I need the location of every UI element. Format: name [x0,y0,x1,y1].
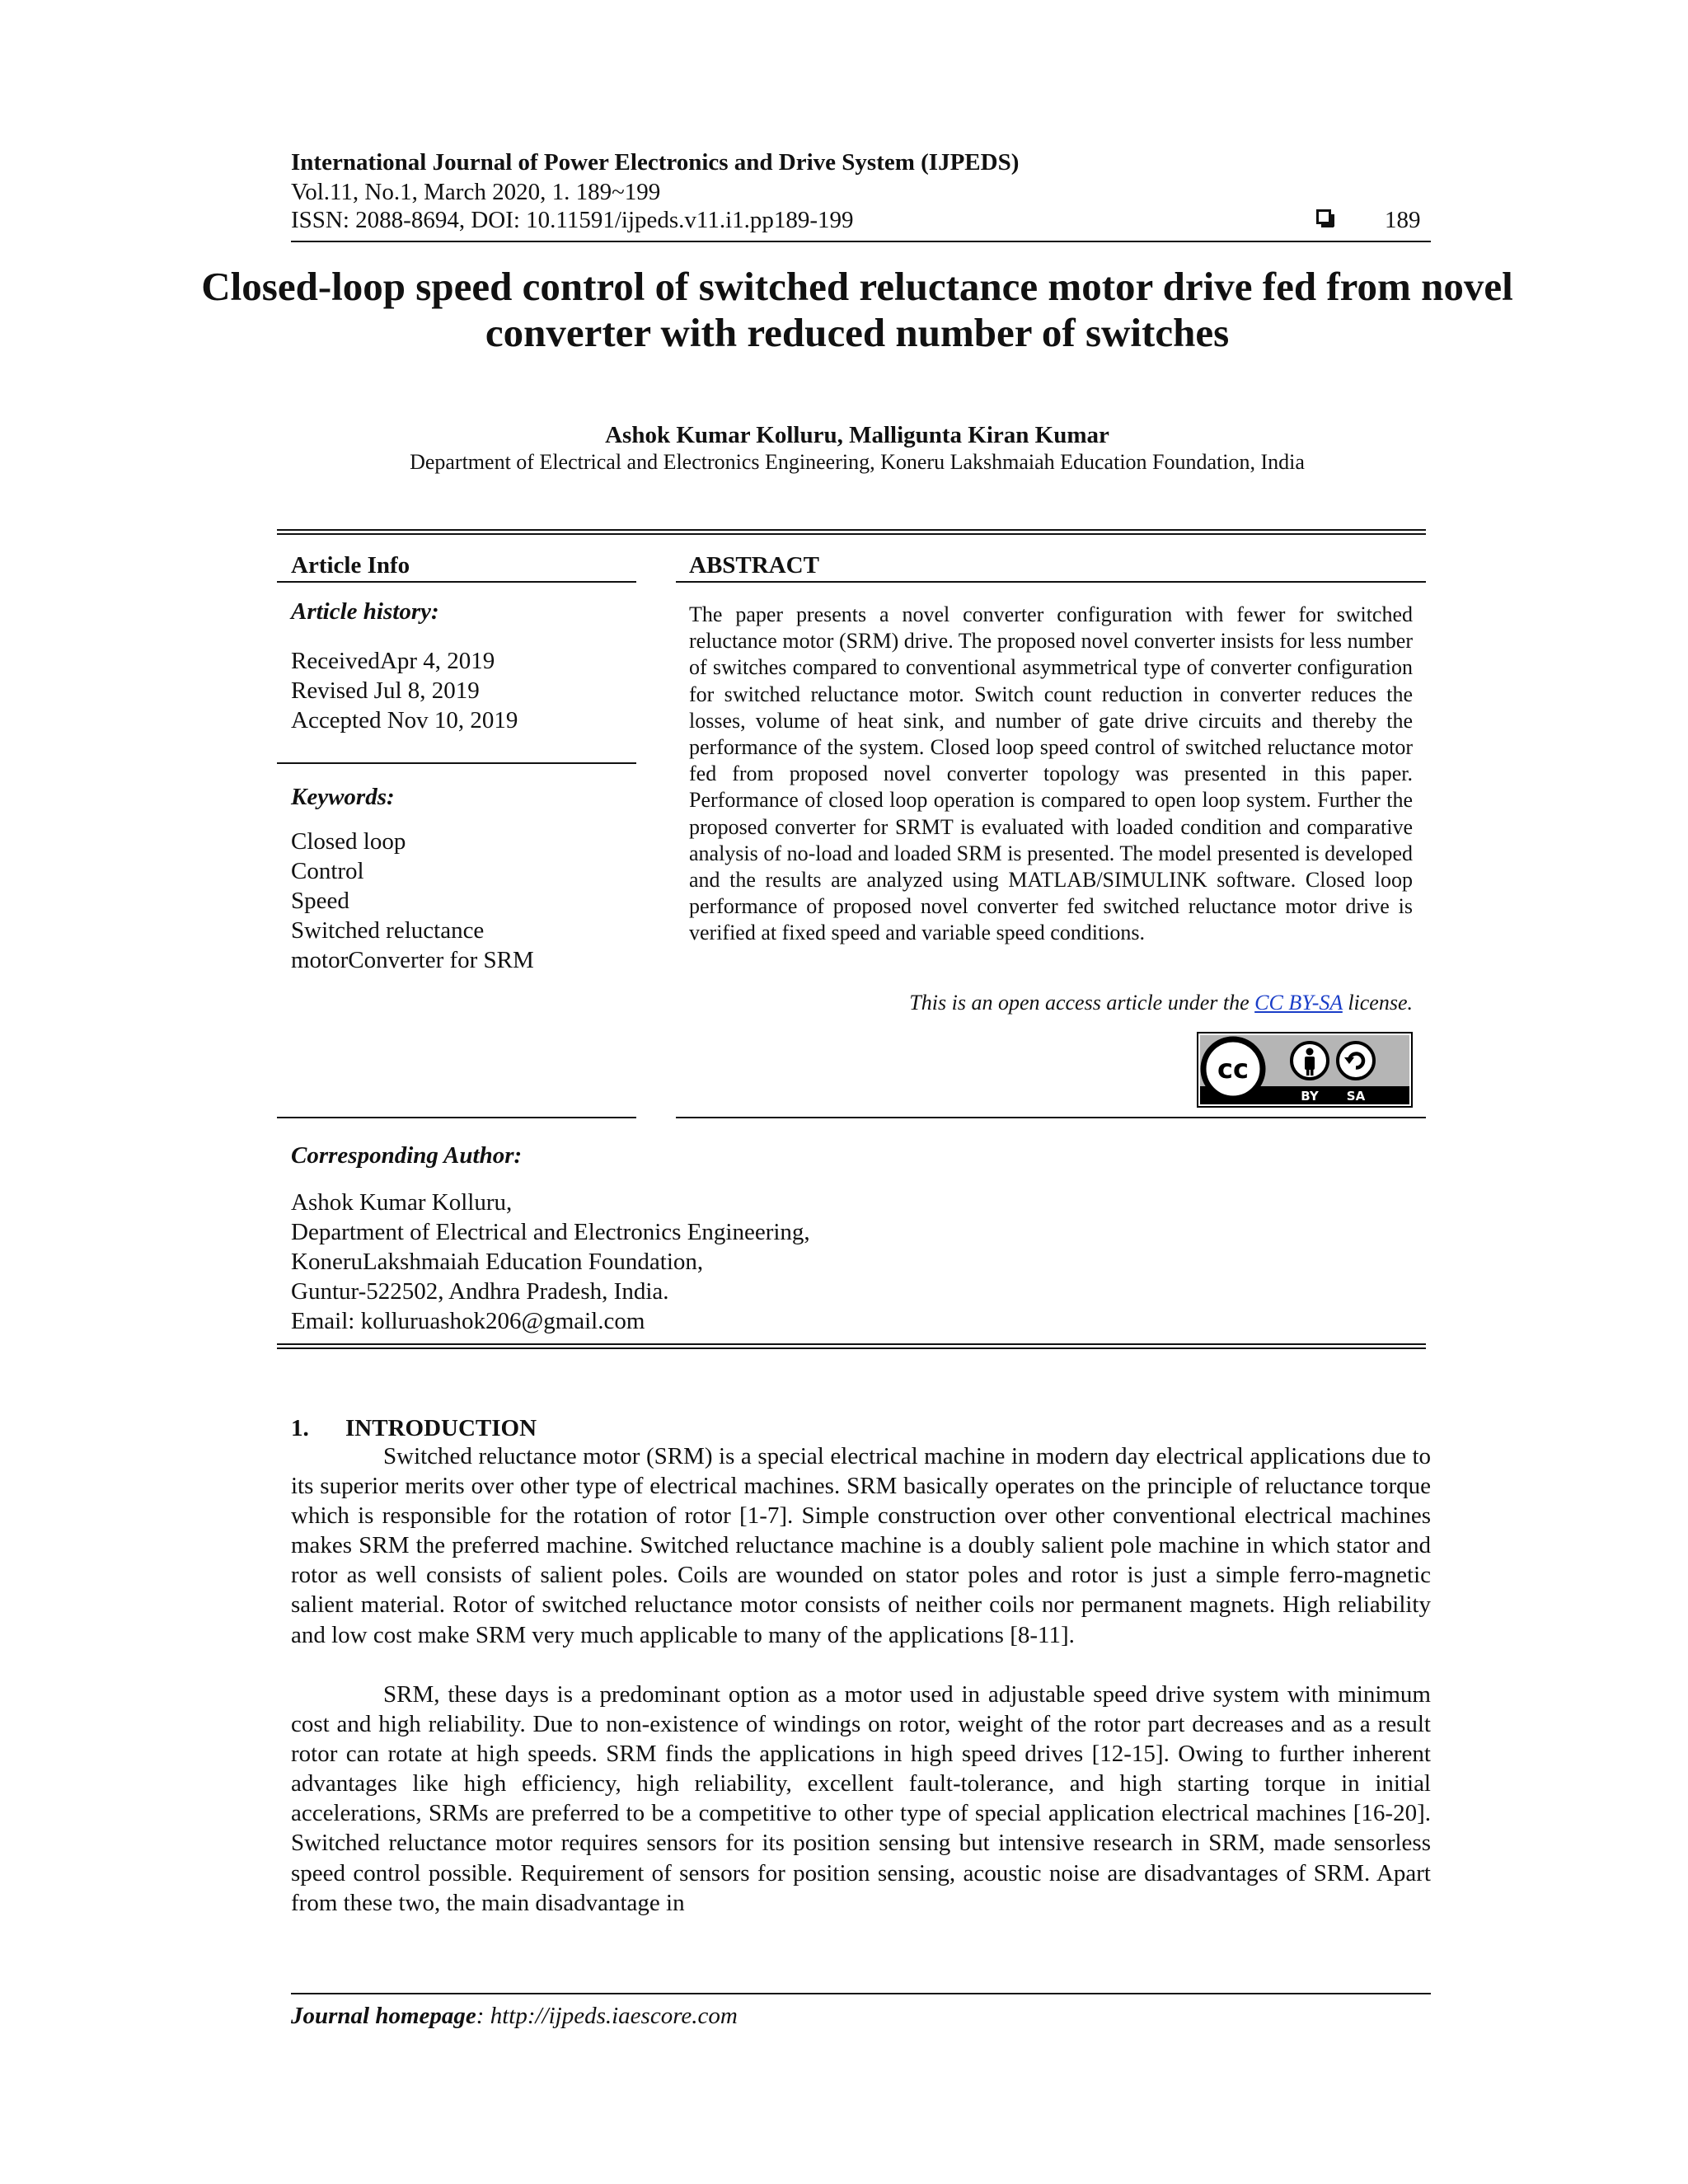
corresponding-author-line: Department of Electrical and Electronics Engineering, [291,1219,810,1245]
info-top-rule [277,529,1426,535]
article-history-label: Article history: [291,598,439,625]
history-rule [277,762,636,764]
keyword-item: Speed [291,888,349,914]
abstract-text: The paper presents a novel converter configuration with fewer for switched reluctance motor (SRM) drive. The proposed novel converter insists for less number of switches compared to conventional asymmetrical type of converter configuration for switched reluctance motor. Switch count reduction in converter reduces the losses, volume of heat sink, and number of gate drive circuits and thereby the performance of the system. Closed loop speed control of switched reluctance motor fed from proposed novel converter topology was presented in this paper. Performance of closed loop operation is compared to open loop system. Further the proposed converter for SRMT is evaluated with loaded condition and comparative analysis of no-load and loaded SRM is presented. The model presented is developed and the results are analyzed using MATLAB/SIMULINK software. Closed loop performance of proposed novel converter fed switched reluctance motor drive is verified at fixed speed and variable speed conditions. [689,602,1413,945]
article-info-heading: Article Info [291,552,410,579]
corresponding-author-label: Corresponding Author: [291,1142,523,1169]
journal-issn-line: ISSN: 2088-8694, DOI: 10.11591/ijpeds.v11.i1.pp189-199 [291,207,854,233]
journal-volume-line: Vol.11, No.1, March 2020, 1. 189~199 [291,179,661,205]
info-bottom-rule [277,1343,1426,1349]
article-info-rule [277,581,636,583]
section-number: 1. [291,1415,309,1441]
footer-rule [291,1993,1431,1994]
license-prefix: This is an open access article under the [909,991,1255,1015]
journal-homepage-url[interactable]: http://ijpeds.iaescore.com [490,2003,738,2029]
abstract-rule [676,581,1426,583]
paper-affiliation: Department of Electrical and Electronics Engineering, Koneru Lakshmaiah Education Foundation, India [410,450,1305,474]
journal-name: International Journal of Power Electronics and Drive System (IJPEDS) [291,149,1020,176]
page-number: 189 [1385,207,1421,233]
header-rule [291,241,1431,242]
journal-homepage: Journal homepage: http://ijpeds.iaescore.com [291,2003,738,2029]
section-title: INTRODUCTION [345,1415,537,1441]
history-received: ReceivedApr 4, 2019 [291,648,495,674]
by-person-icon [1292,1043,1328,1079]
keyword-item: motorConverter for SRM [291,947,534,973]
page-box-icon [1316,209,1331,224]
abstract-heading: ABSTRACT [689,552,819,579]
paper-authors: Ashok Kumar Kolluru, Malligunta Kiran Kumar [605,422,1109,448]
keyword-item: Control [291,858,364,884]
abstract-bottom-rule [676,1117,1426,1118]
paper-title: Closed-loop speed control of switched reluctance motor drive fed from novel converter with reduced number of switches [201,264,1513,355]
corresponding-author-email: Email: kolluruashok206@gmail.com [291,1308,645,1334]
cc-by-sa-link[interactable]: CC BY-SA [1254,991,1343,1015]
cc-by-sa-badge[interactable] [1197,1032,1413,1108]
cc-icon [1203,1039,1263,1099]
history-accepted: Accepted Nov 10, 2019 [291,707,518,733]
history-revised: Revised Jul 8, 2019 [291,677,480,704]
keyword-item: Switched reluctance [291,917,485,944]
sa-share-icon [1338,1043,1374,1079]
corresponding-author-line: Guntur-522502, Andhra Pradesh, India. [291,1278,669,1305]
section-heading-introduction [291,1413,537,1444]
svg-text:cc: cc [1217,1053,1249,1085]
journal-homepage-label: Journal homepage [291,2003,476,2029]
intro-paragraph-1: Switched reluctance motor (SRM) is a special electrical machine in modern day electrical applications due to its superior merits over other type of electrical machines. SRM basically operates on the principle of reluctance torque which is responsible for the rotation of rotor [1-7]. Simple construction over other conventional electrical machines makes SRM the preferred machine. Switched reluctance machine is a doubly salient pole machine in which stator and rotor as well consists of salient poles. Coils are wounded on stator poles and rotor is just a simple ferro-magnetic salient material. Rotor of switched reluctance motor consists of neither coils nor permanent magnets. High reliability and low cost make SRM very much applicable to many of the applications [8-11]. [291,1443,1431,1648]
article-info-bottom-rule [277,1117,636,1118]
license-line [742,989,1413,1017]
keyword-item: Closed loop [291,828,406,855]
badge-sa-label: SA [1346,1089,1366,1104]
license-suffix: license. [1342,991,1413,1015]
keywords-label: Keywords: [291,784,395,810]
badge-by-label: BY [1301,1089,1319,1104]
corresponding-author-line: Ashok Kumar Kolluru, [291,1189,513,1216]
corresponding-author-line: KoneruLakshmaiah Education Foundation, [291,1249,704,1275]
intro-paragraph-2: SRM, these days is a predominant option as a motor used in adjustable speed drive system with minimum cost and high reliability. Due to non-existence of windings on rotor, weight of the rotor part decreases and as a result rotor can rotate at high speeds. SRM finds the applications in high speed drives [12-15]. Owing to further inherent advantages like high efficiency, high reliability, excellent fault-tolerance, and high starting torque in initial accelerations, SRMs are preferred to be a competitive to other type of special application electrical machines [16-20]. Switched reluctance motor requires sensors for its position sensing but intensive research in SRM, made sensorless speed control possible. Requirement of sensors for position sensing, acoustic noise are disadvantages of SRM. Apart from these two, the main disadvantage in [291,1681,1431,1916]
